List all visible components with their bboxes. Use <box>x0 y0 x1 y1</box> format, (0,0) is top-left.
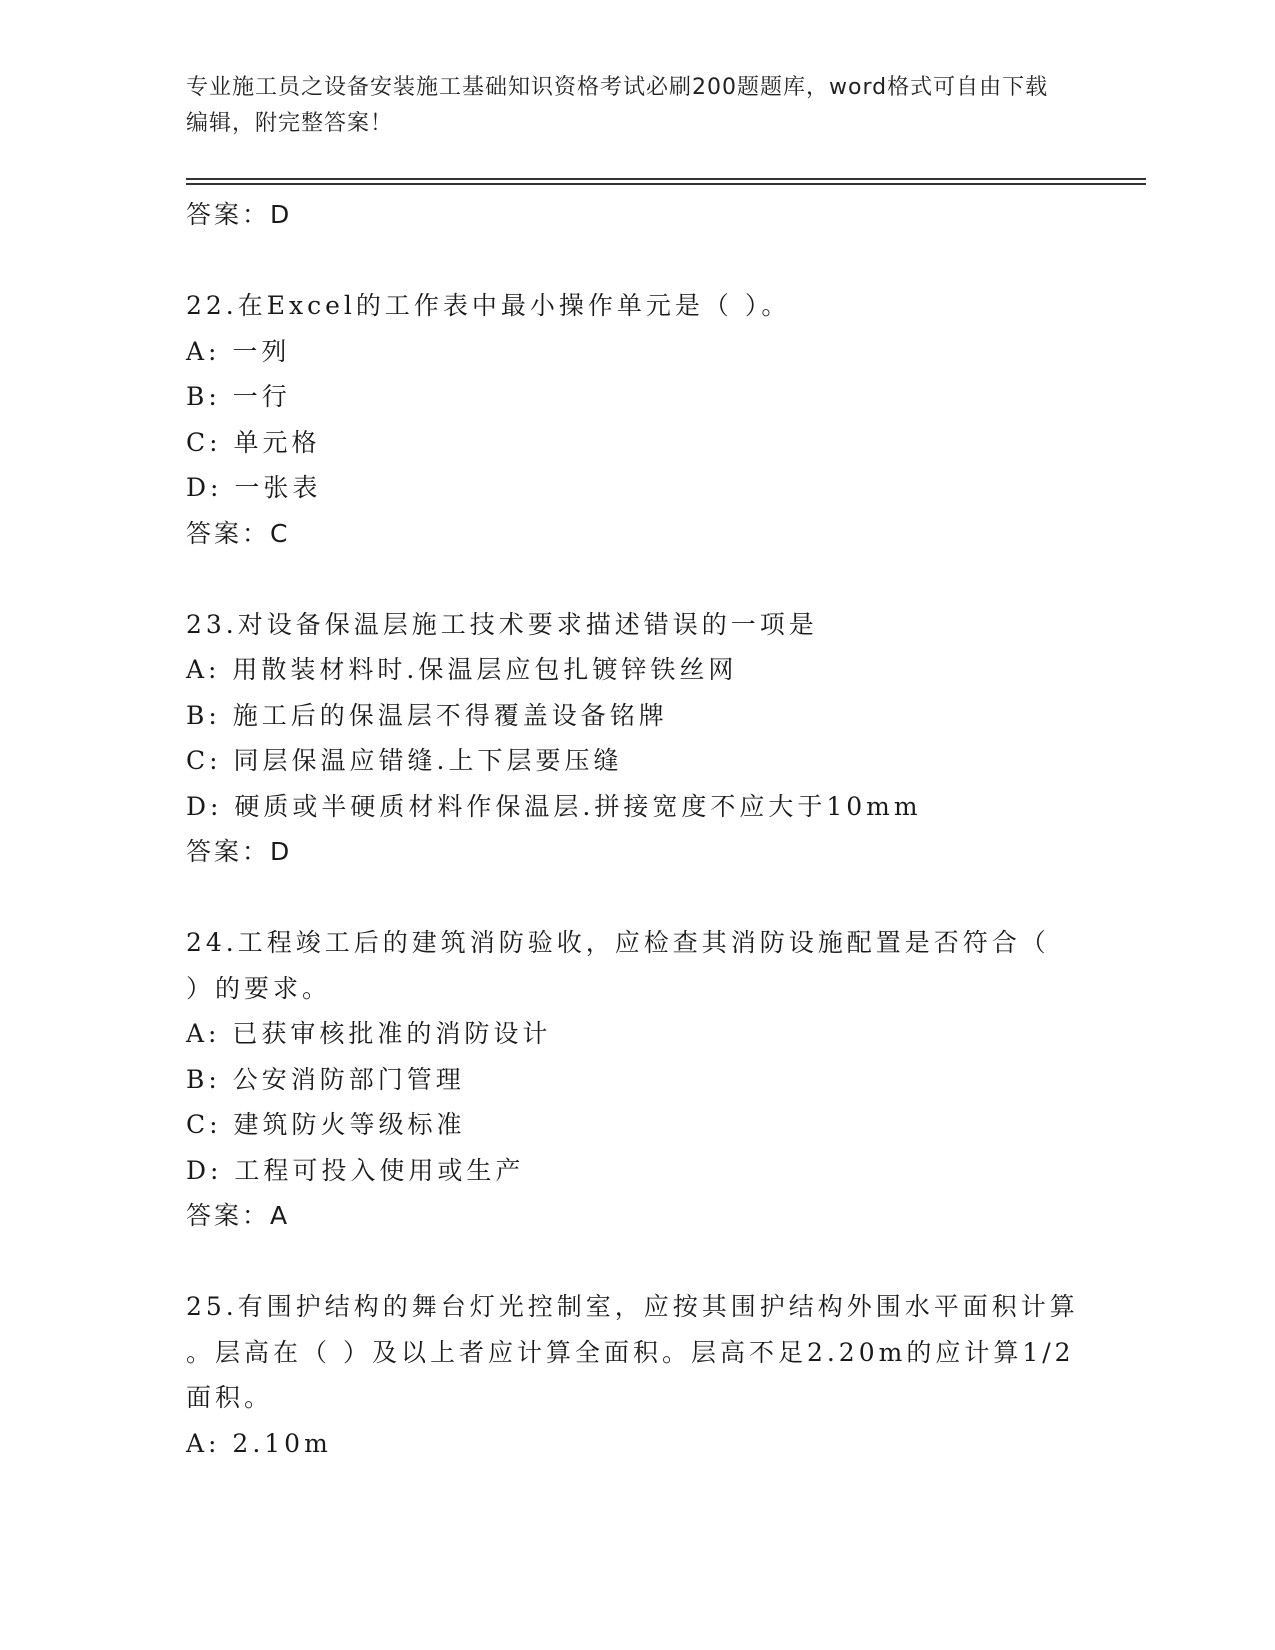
question-24 <box>186 920 1146 1239</box>
question-answer: 答案：D <box>186 837 293 866</box>
header-divider <box>186 178 1146 185</box>
divider-line-bottom <box>186 183 1146 185</box>
spacer <box>186 556 1146 602</box>
option-c: C: 单元格 <box>186 427 321 457</box>
question-answer: 答案：C <box>186 518 291 548</box>
question-stem: 22.在Excel的工作表中最小操作单元是（ ）。 <box>186 291 791 320</box>
question-answer: 答案：A <box>186 1201 291 1230</box>
option-d: D: 硬质或半硬质材料作保温层.拼接宽度不应大于10mm <box>186 791 922 821</box>
document-content <box>186 192 1146 1466</box>
previous-answer: 答案：D <box>186 200 293 229</box>
question-stem-line-1: 24.工程竣工后的建筑消防验收，应检查其消防设施配置是否符合（ <box>186 928 1050 957</box>
option-d: D: 一张表 <box>186 473 322 502</box>
question-stem: 23.对设备保温层施工技术要求描述错误的一项是 <box>186 609 818 639</box>
option-c: C: 建筑防火等级标准 <box>186 1110 466 1139</box>
option-c: C: 同层保温应错缝.上下层要压缝 <box>186 746 623 775</box>
question-22 <box>186 283 1146 556</box>
question-25 <box>186 1284 1146 1466</box>
spacer <box>186 1239 1146 1285</box>
option-b: B: 施工后的保温层不得覆盖设备铭牌 <box>186 700 668 730</box>
document-page <box>186 70 1146 1458</box>
option-b: B: 公安消防部门管理 <box>186 1064 465 1094</box>
document-header-title: 专业施工员之设备安装施工基础知识资格考试必刷200题题库，word格式可自由下载编辑，附完整答案！ <box>186 75 1049 136</box>
question-23 <box>186 602 1146 875</box>
option-d: D: 工程可投入使用或生产 <box>186 1155 525 1185</box>
spacer <box>186 238 1146 284</box>
question-stem-line-1: 25.有围护结构的舞台灯光控制室，应按其围护结构外围水平面积计算 <box>186 1292 1079 1321</box>
question-stem-line-3: 面积。 <box>186 1383 274 1412</box>
option-a: A: 已获审核批准的消防设计 <box>186 1019 552 1048</box>
question-stem-line-2: ）的要求。 <box>186 973 332 1003</box>
spacer <box>186 875 1146 921</box>
option-b: B: 一行 <box>186 382 291 411</box>
option-a: A: 用散装材料时.保温层应包扎镀锌铁丝网 <box>186 655 738 684</box>
question-stem-line-2: 。层高在（ ）及以上者应计算全面积。层高不足2.20m的应计算1/2 <box>186 1337 1075 1367</box>
option-a: A: 一列 <box>186 336 291 366</box>
option-a: A: 2.10m <box>186 1428 332 1458</box>
divider-line-top <box>186 178 1146 180</box>
